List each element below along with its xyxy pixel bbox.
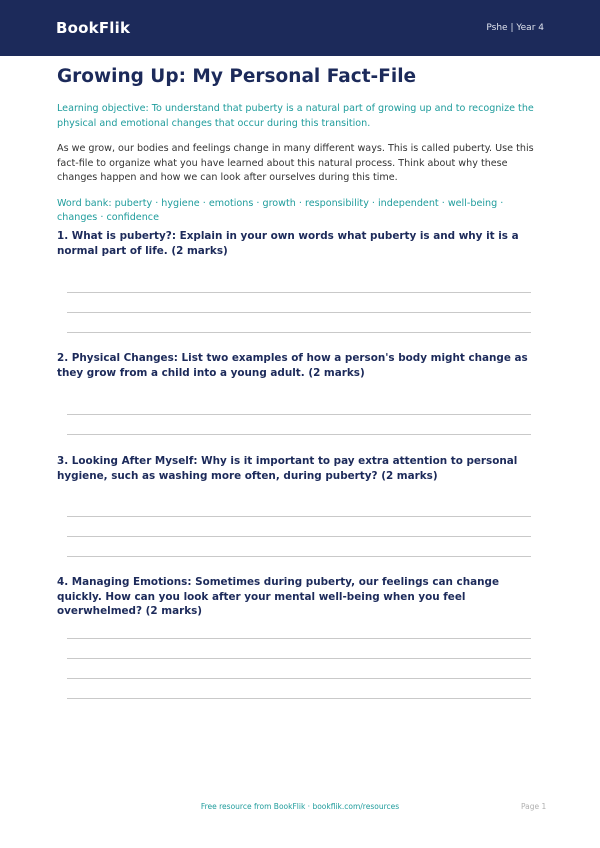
footer-resource-text: Free resource from BookFlik · bookflik.com/resources [200,802,400,811]
page-footer [0,802,600,814]
answer-line[interactable] [67,698,531,699]
intro-paragraph: As we grow, our bodies and feelings change in many different ways. This is called puberty. Use this fact-file to organize what you have learned about this natural process. Think about why these changes happen and how we can look after ourselves during this time. [57,143,534,183]
page-header [0,0,600,56]
page-title: Growing Up: My Personal Fact-File [57,66,417,87]
answer-line[interactable] [67,536,531,537]
answer-line[interactable] [67,434,531,435]
answer-line[interactable] [67,332,531,333]
question-2: 2. Physical Changes: List two examples of how a person's body might change as they grow from a child into a young adult. (2 marks) [57,352,528,379]
learning-objective: Learning objective: To understand that puberty is a natural part of growing up and to recognize the physical and emotional changes that occur during this transition. [57,103,534,129]
subject-year-label: Pshe | Year 4 [486,23,544,33]
answer-line[interactable] [67,292,531,293]
brand-logo-text: BookFlik [56,19,131,37]
question-1: 1. What is puberty?: Explain in your own words what puberty is and why it is a normal part of life. (2 marks) [57,230,519,257]
question-3: 3. Looking After Myself: Why is it important to pay extra attention to personal hygiene, such as washing more often, during puberty? (2 marks) [57,455,518,482]
document-intro [57,66,537,226]
answer-line[interactable] [67,312,531,313]
answer-line[interactable] [67,658,531,659]
question-4: 4. Managing Emotions: Sometimes during puberty, our feelings can change quickly. How can you look after your mental well-being when you feel overwhelmed? (2 marks) [57,576,499,617]
answer-line[interactable] [67,414,531,415]
answer-line[interactable] [67,516,531,517]
page-number: Page 1 [521,802,547,811]
word-bank: Word bank: puberty · hygiene · emotions · growth · responsibility · independent · well-being · changes · confidence [57,197,504,223]
answer-line[interactable] [67,556,531,557]
answer-line[interactable] [67,638,531,639]
answer-line[interactable] [67,678,531,679]
